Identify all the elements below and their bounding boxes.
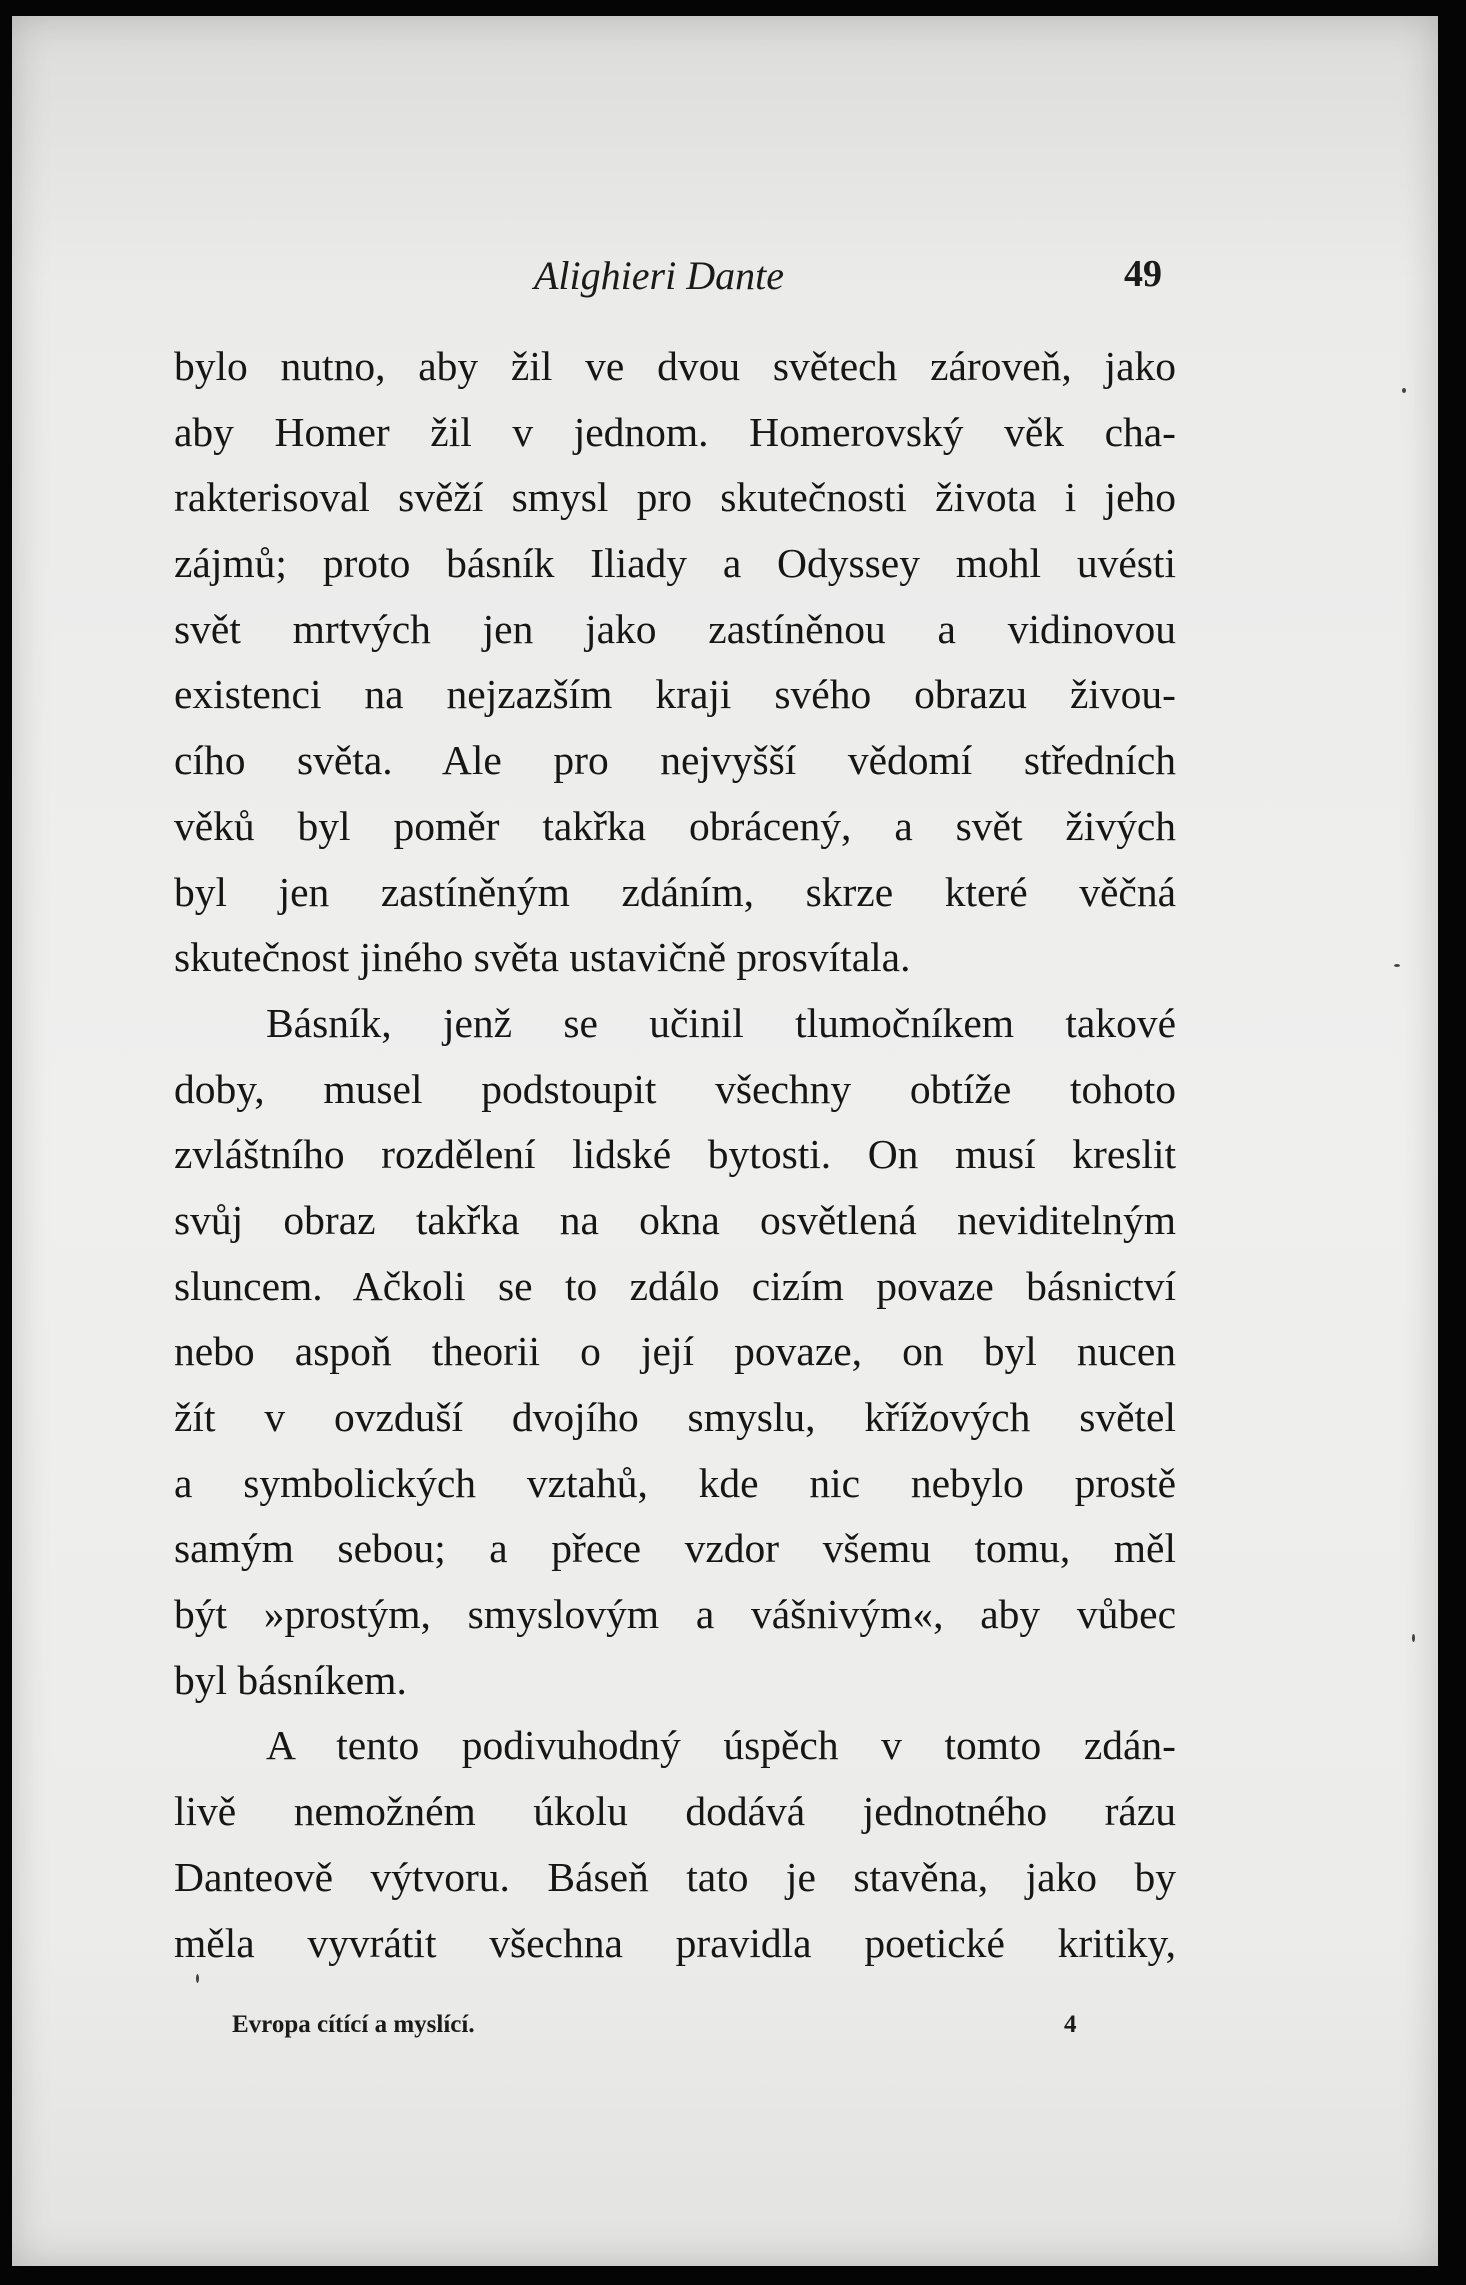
paper-speck bbox=[1412, 1634, 1415, 1642]
text-line: aby Homer žil v jednom. Homerovský věk cha- bbox=[174, 408, 1176, 455]
text-line: doby, musel podstoupit všechny obtíže tohoto bbox=[174, 1065, 1176, 1112]
book-page bbox=[12, 16, 1438, 2266]
text-line: samým sebou; a přece vzdor všemu tomu, měl bbox=[174, 1525, 1176, 1572]
text-line: Danteově výtvoru. Báseň tato je stavěna, jako by bbox=[174, 1853, 1176, 1900]
body-text bbox=[174, 334, 1176, 1976]
text-line: byl jen zastíněným zdáním, skrze které věčná bbox=[174, 868, 1176, 915]
text-line: a symbolických vztahů, kde nic nebylo prostě bbox=[174, 1459, 1176, 1506]
text-line: nebo aspoň theorii o její povaze, on byl nucen bbox=[174, 1328, 1176, 1375]
text-line: svět mrtvých jen jako zastíněnou a vidinovou bbox=[174, 605, 1176, 652]
text-line: žít v ovzduší dvojího smyslu, křížových světel bbox=[174, 1394, 1176, 1440]
sheet-number: 4 bbox=[1064, 2011, 1077, 2038]
text-line: věků byl poměr takřka obrácený, a svět živých bbox=[174, 802, 1176, 849]
text-line: měla vyvrátit všechna pravidla poetické kritiky, bbox=[174, 1919, 1176, 1966]
text-line: byl básníkem. bbox=[174, 1656, 407, 1703]
text-line: livě nemožném úkolu dodává jednotného rázu bbox=[174, 1788, 1176, 1835]
text-line: A tento podivuhodný úspěch v tomto zdán- bbox=[266, 1722, 1176, 1769]
text-line: rakterisoval svěží smysl pro skutečnosti života i jeho bbox=[174, 474, 1176, 521]
text-line: zájmů; proto básník Iliady a Odyssey mohl uvésti bbox=[174, 540, 1176, 587]
text-line: bylo nutno, aby žil ve dvou světech zároveň, jako bbox=[174, 343, 1176, 389]
text-line: cího světa. Ale pro nejvyšší vědomí středních bbox=[174, 737, 1176, 784]
signature-mark: Evropa cítící a myslící. bbox=[232, 2011, 475, 2038]
running-title: Alighieri Dante bbox=[534, 253, 784, 298]
text-line: skutečnost jiného světa ustavičně prosvítala. bbox=[174, 934, 911, 981]
text-line: svůj obraz takřka na okna osvětlená neviditelným bbox=[174, 1196, 1176, 1243]
text-line: zvláštního rozdělení lidské bytosti. On musí kreslit bbox=[174, 1131, 1176, 1178]
text-line: Básník, jenž se učinil tlumočníkem takové bbox=[266, 999, 1176, 1046]
page-footer bbox=[12, 2011, 1438, 2061]
text-line: být »prostým, smyslovým a vášnivým«, aby vůbec bbox=[174, 1591, 1176, 1638]
paper-speck bbox=[196, 1974, 199, 1983]
page-header bbox=[12, 252, 1438, 312]
paper-speck bbox=[1394, 964, 1400, 967]
text-line: sluncem. Ačkoli se to zdálo cizím povaze básnictví bbox=[174, 1262, 1176, 1309]
text-line: existenci na nejzazším kraji svého obrazu živou- bbox=[174, 671, 1176, 718]
paper-speck bbox=[1402, 388, 1406, 393]
page-number: 49 bbox=[1124, 253, 1162, 295]
